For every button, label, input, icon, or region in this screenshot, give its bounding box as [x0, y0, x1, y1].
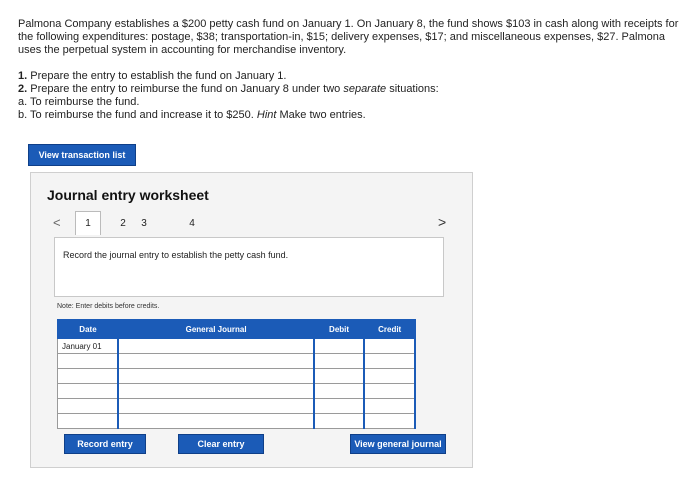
requirement-2b: [18, 109, 439, 122]
instruction-box: [54, 237, 444, 297]
table-row: [58, 354, 416, 369]
previous-arrow-icon[interactable]: <: [53, 215, 61, 230]
account-input[interactable]: [118, 414, 313, 429]
account-input[interactable]: [118, 399, 313, 414]
requirement-2: [18, 83, 439, 96]
problem-statement: [18, 18, 690, 57]
table-row: [58, 399, 416, 414]
debit-header: Debit: [314, 320, 365, 339]
requirement-1-number: 1.: [18, 70, 28, 82]
requirement-2-emphasis: separate: [343, 83, 387, 95]
credit-input[interactable]: [364, 414, 415, 429]
date-cell: [58, 414, 119, 429]
account-input[interactable]: [118, 384, 313, 399]
credit-input[interactable]: [364, 354, 415, 369]
requirement-2-text-end: situations:: [386, 83, 439, 95]
requirement-1-text: Prepare the entry to establish the fund on January 1.: [30, 70, 287, 82]
tab-2[interactable]: 2: [120, 217, 126, 229]
worksheet-title: Journal entry worksheet: [47, 187, 209, 203]
credit-input[interactable]: [364, 369, 415, 384]
requirement-1: [18, 70, 439, 83]
next-arrow-icon[interactable]: >: [438, 214, 447, 230]
requirement-2b-text: b. To reimburse the fund and increase it to $250.: [18, 109, 257, 121]
credit-header: Credit: [364, 320, 415, 339]
debit-input[interactable]: [314, 369, 365, 384]
credit-input[interactable]: [364, 384, 415, 399]
debit-input[interactable]: [314, 384, 365, 399]
instruction-text: Record the journal entry to establish the petty cash fund.: [63, 250, 289, 260]
tab-1[interactable]: 1: [75, 211, 101, 235]
date-cell: [58, 399, 119, 414]
account-input[interactable]: [118, 339, 313, 354]
debit-input[interactable]: [314, 339, 365, 354]
date-header: Date: [58, 320, 119, 339]
view-transaction-list-button[interactable]: View transaction list: [28, 144, 136, 166]
requirement-2-number: 2.: [18, 83, 28, 95]
record-entry-button[interactable]: Record entry: [64, 434, 146, 454]
requirement-2b-hint: Hint: [256, 109, 277, 121]
date-cell: January 01: [58, 339, 119, 354]
tab-4[interactable]: 4: [189, 217, 195, 229]
table-row: [58, 384, 416, 399]
credit-input[interactable]: [364, 339, 415, 354]
requirements: [18, 70, 439, 122]
requirement-2-text: Prepare the entry to reimburse the fund on January 8 under two: [30, 83, 344, 95]
debit-credit-note: Note: Enter debits before credits.: [57, 303, 160, 310]
tab-3[interactable]: 3: [141, 217, 147, 229]
debit-input[interactable]: [314, 399, 365, 414]
date-cell: [58, 369, 119, 384]
debit-input[interactable]: [314, 414, 365, 429]
table-row: [58, 339, 416, 354]
clear-entry-button[interactable]: Clear entry: [178, 434, 264, 454]
credit-input[interactable]: [364, 399, 415, 414]
date-cell: [58, 384, 119, 399]
debit-input[interactable]: [314, 354, 365, 369]
date-cell: [58, 354, 119, 369]
general-journal-header: General Journal: [118, 320, 313, 339]
table-row: [58, 414, 416, 429]
view-general-journal-button[interactable]: View general journal: [350, 434, 446, 454]
problem-paragraph: Palmona Company establishes a $200 petty cash fund on January 1. On January 8, the fund shows $103 in cash along with receipts for the following expenditures: postage, $38; transportation-in, $15; delivery expenses, $17; and miscellaneous expenses, $27. Palmona uses the perpetual system in accounting for merchandise inventory.: [18, 18, 679, 56]
table-row: [58, 369, 416, 384]
journal-table: [57, 319, 416, 429]
account-input[interactable]: [118, 369, 313, 384]
account-input[interactable]: [118, 354, 313, 369]
worksheet-tabs: [47, 211, 457, 235]
requirement-2b-text-end: Make two entries.: [276, 109, 366, 121]
requirement-2a: a. To reimburse the fund.: [18, 96, 140, 108]
